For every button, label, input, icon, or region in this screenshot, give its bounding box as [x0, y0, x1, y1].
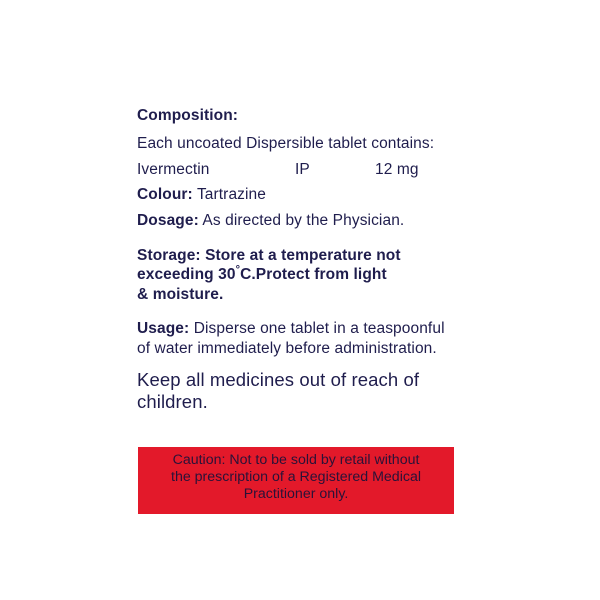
storage-label: Storage: [137, 247, 201, 264]
ingredient-amount: 12 mg [375, 161, 419, 178]
keep-line-2: children. [137, 391, 208, 412]
storage-line-3: & moisture. [137, 286, 224, 303]
usage-line-2: of water immediately before administration. [137, 340, 437, 357]
usage-line-1 [137, 319, 445, 338]
caution-line-1: Caution: Not to be sold by retail without [172, 452, 420, 468]
dosage-value: As directed by the Physician. [198, 212, 405, 229]
composition-contains: Each uncoated Dispersible tablet contains: [137, 135, 435, 152]
caution-line-2: the prescription of a Registered Medical [171, 469, 421, 485]
storage-text-2b: C.Protect from light [240, 266, 387, 283]
ingredient-name: Ivermectin [137, 161, 210, 178]
dosage-line [137, 211, 404, 230]
usage-label: Usage: [137, 320, 190, 337]
ingredient-standard: IP [295, 161, 310, 178]
colour-value: Tartrazine [192, 186, 266, 203]
colour-line [137, 185, 266, 204]
storage-text-2a: exceeding 30 [137, 266, 236, 283]
caution-box [138, 447, 454, 514]
degree-symbol: ° [235, 263, 241, 276]
storage-line-2 [137, 265, 387, 284]
storage-text-1: Store at a temperature not [200, 247, 401, 264]
keep-line-1: Keep all medicines out of reach of [137, 369, 420, 390]
colour-label: Colour: [137, 186, 193, 203]
dosage-label: Dosage: [137, 212, 199, 229]
composition-heading: Composition: [137, 107, 239, 124]
storage-line-1 [137, 246, 401, 265]
ingredient-row [137, 160, 437, 179]
usage-text-1: Disperse one tablet in a teaspoonful [189, 320, 445, 337]
caution-line-3: Practitioner only. [243, 486, 349, 502]
